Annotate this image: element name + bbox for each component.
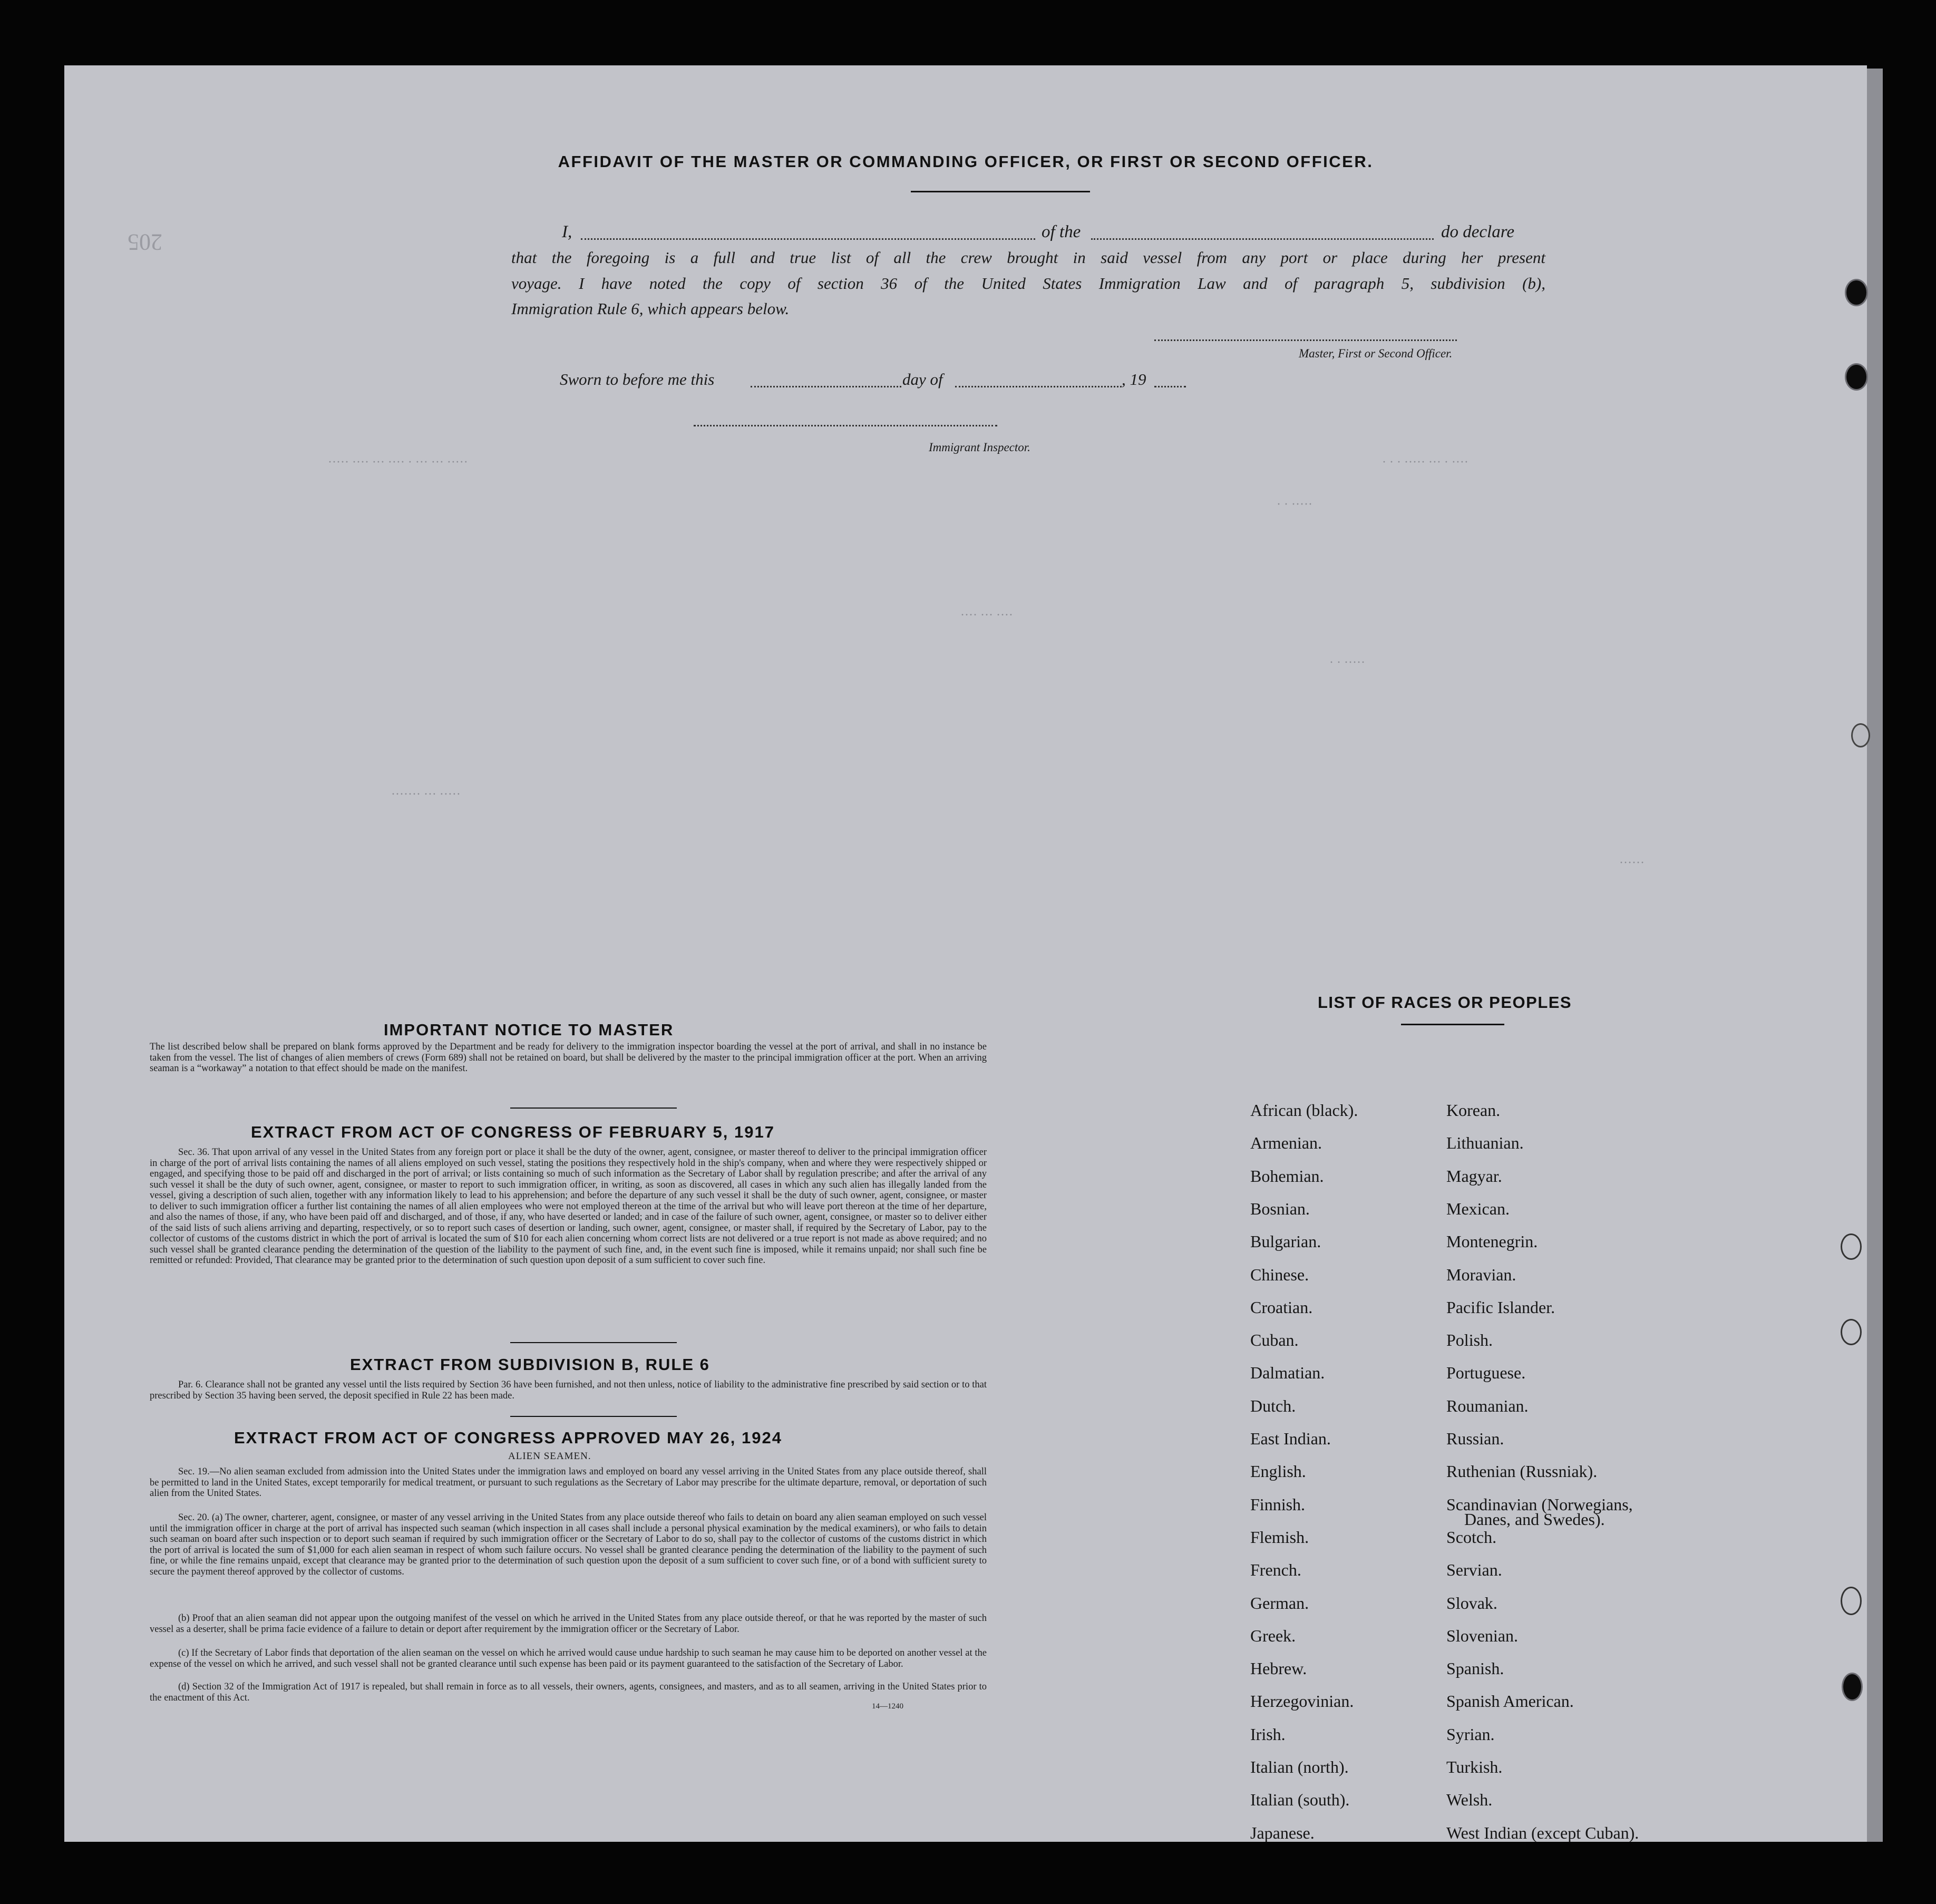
race-item: Slovak. [1446,1593,1497,1612]
race-item: Greek. [1250,1626,1296,1645]
inspector-line [694,425,997,426]
race-item: Scandinavian (Norwegians, [1446,1494,1633,1514]
races-title: LIST OF RACES OR PEOPLES [1318,993,1572,1012]
race-item: Moravian. [1446,1265,1516,1284]
race-item: Russian. [1446,1429,1504,1448]
day-blank [751,386,901,387]
race-item: Mexican. [1446,1199,1510,1218]
extract-1917-text: Sec. 36. That upon arrival of any vessel in the United States from any foreign port or place it shall be the duty of the owner, agent, consignee, or master thereof to deliver to the principal immigration officer in charge of the port of arrival lists containing the names of all aliens employed on such vessel, stating the positions they respectively hold in the ship's company, when and where they were respectively shipped or engaged, and specifying those to be paid off and discharged in the port of arrival; or lists containing so much of such information as the Secretary of Labor shall by regulation prescribe; and after the arrival of any such vessel it shall be the duty of such owner, agent, consignee, or master to report to such immigration officer, in writing, as soon as discovered, all cases in which any such alien has illegally landed from the vessel, giving a description of such alien, together with any information likely to lead to his apprehension; and before the departure of any such vessel it shall be the duty of such owner, agent, consignee, or master to deliver to such immigration officer a further list containing the names of all alien employees who were not employed thereon at the time of the arrival but who will leave port thereon at the time of her departure, and also the names of those, if any, who have been paid off and discharged, and of those, if any, who have deserted or landed; and in case of the failure of such owner, agent, consignee, or master so to deliver either of the said lists of such aliens arriving and departing, respectively, or so to report such cases of desertion or landing, such owner, agent, consignee, or master shall, if required by the Secretary of Labor, pay to the collector of customs of the customs district in which the port of arrival is located the sum of $10 for each alien concerning whom correct lists are not delivered or a true report is not made as above required; and no such vessel shall be granted clearance pending the determination of the question of the liability to the payment of such fine, and, in the event such fine is imposed, while it remains unpaid; nor shall such fine be remitted or refunded: Provided, That clearance may be granted prior to the determination of such question upon deposit of a sum sufficient to cover such fine. [150,1147,987,1266]
race-item: Italian (north). [1250,1757,1349,1776]
race-item: Bohemian. [1250,1166,1324,1186]
race-item: Danes, and Swedes). [1464,1509,1605,1529]
race-item: Bosnian. [1250,1199,1310,1218]
affidavit-title: AFFIDAVIT OF THE MASTER OR COMMANDING OFFICER, OR FIRST OR SECOND OFFICER. [558,152,1374,171]
punch-hole [1851,723,1870,747]
sec20c-text: (c) If the Secretary of Labor finds that deportation of the alien seaman on the vessel on which he arrived would cause undue hardship to such seaman he may cause him to be deported on another vessel at the expense of the vessel on which he arrived, and such vessel shall not be granted clearance until such expense has been paid or its payment guaranteed to the satisfaction of the Secretary of Labor. [150,1648,987,1669]
affidavit-declare: do declare [1441,222,1514,241]
race-item: Irish. [1250,1724,1286,1744]
punch-hole [1846,280,1866,305]
race-item: Italian (south). [1250,1790,1350,1810]
signature-line [1154,339,1457,341]
race-item: Turkish. [1446,1757,1503,1776]
page-edge-shadow [1867,69,1883,1842]
punch-hole [1846,365,1866,389]
race-item: Portuguese. [1446,1363,1526,1383]
race-item: African (black). [1250,1101,1358,1120]
race-item: Cuban. [1250,1330,1299,1350]
race-item: Welsh. [1446,1790,1493,1810]
month-blank [955,386,1122,387]
sec20d-text: (d) Section 32 of the Immigration Act of 1917 is repealed, but shall remain in force as to all vessels, their owners, agents, consignees, and masters, and as to all seamen, arriving in the United States prior to the enactment of this Act. [150,1682,987,1703]
extract-1917-title: EXTRACT FROM ACT OF CONGRESS OF FEBRUARY 5, 1917 [251,1123,775,1141]
race-item: Korean. [1446,1101,1501,1120]
rule6-title: EXTRACT FROM SUBDIVISION B, RULE 6 [350,1355,710,1374]
race-item: Servian. [1446,1560,1502,1580]
race-item: Magyar. [1446,1166,1502,1186]
race-item: Flemish. [1250,1527,1309,1547]
affidavit-i: I, [562,222,572,241]
inspector-label: Immigrant Inspector. [929,441,1030,454]
race-item: Chinese. [1250,1265,1309,1284]
sec19-text: Sec. 19.—No alien seaman excluded from admission into the United States under the immigration laws and employed on board any vessel arriving in the United States from any place outside thereof, shall be permitted to land in the United States, except temporarily for medical treatment, or pursuant to such regulations as the Secretary of Labor may prescribe for the ultimate departure, removal, or deportation of such alien from the United States. [150,1466,987,1499]
notice-rule [510,1108,677,1109]
race-item: Ruthenian (Russniak). [1446,1462,1598,1481]
race-item: East Indian. [1250,1429,1331,1448]
name-blank [581,238,1035,240]
affidavit-line3: voyage. I have noted the copy of section 36 of the United States Immigration Law and of paragraph 5, subdivision (b), [511,274,1545,293]
race-item: Pacific Islander. [1446,1297,1555,1317]
year-label: , 19 [1122,370,1146,388]
races-rule [1401,1024,1504,1025]
race-item: Roumanian. [1446,1396,1529,1415]
race-item: Japanese. [1250,1823,1315,1842]
race-item: German. [1250,1593,1309,1612]
vessel-blank [1091,238,1434,240]
punch-hole [1841,1587,1862,1615]
race-item: Herzegovinian. [1250,1692,1354,1711]
sec20b-text: (b) Proof that an alien seaman did not appear upon the outgoing manifest of the vessel on which he arrived in the United States from any place outside thereof, or that he was reported by the master of such vessel as a deserter, shall be prima facie evidence of a failure to detain or deport after requirement by the immigration officer or the Secretary of Labor. [150,1613,987,1635]
affidavit-line4: Immigration Rule 6, which appears below. [511,299,790,318]
notice-title: IMPORTANT NOTICE TO MASTER [384,1021,674,1039]
punch-hole [1843,1674,1861,1699]
year-blank [1154,386,1186,387]
punch-hole [1841,1233,1862,1260]
affidavit-of-the: of the [1042,222,1081,241]
race-item: French. [1250,1560,1301,1580]
extract-1924-title: EXTRACT FROM ACT OF CONGRESS APPROVED MAY 26, 1924 [234,1429,782,1447]
race-item: Armenian. [1250,1133,1322,1153]
notice-text: The list described below shall be prepared on blank forms approved by the Department and be ready for delivery to the immigration inspector boarding the vessel at the port of arrival, and shall in no instance be taken from the vessel. The list of changes of alien members of crews (Form 689) shall not be retained on board, but shall be delivered by the master to the principal immigration officer at the port. When an arriving seaman is a “workaway” a notation to that effect should be made on the manifest. [150,1042,987,1074]
race-item: Syrian. [1446,1724,1495,1744]
race-item: West Indian (except Cuban). [1446,1823,1639,1842]
race-item: Polish. [1446,1330,1493,1350]
title-rule [911,191,1090,192]
race-item: Dalmatian. [1250,1363,1325,1383]
race-item: Finnish. [1250,1494,1306,1514]
affidavit-line2: that the foregoing is a full and true list of all the crew brought in said vessel from any port or place during her present [511,248,1545,267]
race-item: Spanish American. [1446,1692,1574,1711]
signature-label: Master, First or Second Officer. [1299,347,1453,360]
race-item: Bulgarian. [1250,1232,1321,1251]
document-page: 205 ····· ···· ··· ···· · ··· ··· ····· · · · ····· ··· · ···· · · ····· ···· ··· ···· · · ····· ······· ··· ····· ······ AFFIDAVIT OF THE MASTER OR COMMANDING OFFICER, OR FIRST OR SECOND OFFICER. I, of the do declare that the foregoing is a full and true list of all the crew brought in said vessel from any port or place during her present voyage. I have noted the copy of section 36 of the United States Immigration Law and of paragraph 5, subdivision (b), Immigration Rule 6, which appears below. Master, First or Second Officer. Sworn to before me this day of , 19 Immigrant Inspector. IMPORTANT NOTICE TO MASTER The list described below shall be prepared on blank forms approved by the Department and be ready for delivery to the immigration inspector boarding the vessel at the port of arrival, and shall in no instance be taken from the vessel. The list of changes of alien members of crews (Form 689) shall not be retained on board, but shall be delivered by the master to the principal immigration officer at the port. When an arriving seaman is a “workaway” a notation to that effect should be made on the manifest. EXTRACT FROM ACT OF CONGRESS OF FEBRUARY 5, 1917 Sec. 36. That upon arrival of any vessel in the United States from any foreign port or place it shall be the duty of the owner, agent, consignee, or master thereof to deliver to the principal immigration officer in charge of the port of arrival lists containing the names of all aliens employed on such vessel, stating the positions they respectively hold in the ship's company, when and where they were respectively shipped or engaged, and specifying those to be paid off and discharged in the port of arrival; or lists containing so much of such information as the Secretary of Labor shall by regulation prescribe; and after the arrival of any such vessel it shall be the duty of such owner, agent, consignee, or master to report to such immigration officer, in writing, as soon as discovered, all cases in which any such alien has illegally landed from the vessel, giving a description of such alien, together with any information likely to lead to his apprehension; and before the departure of any such vessel it shall be the duty of such owner, agent, consignee, or master to deliver to such immigration officer a further list containing the names of all alien employees who were not employed thereon at the time of the arrival but who will leave port thereon at the time of her departure, and also the names of those, if any, who have been paid off and discharged, and of those, if any, who have deserted or landed; and in case of the failure of such owner, agent, consignee, or master so to deliver either of the said lists of such aliens arriving and departing, respectively, or so to report such cases of desertion or landing, such owner, agent, consignee, or master shall, if required by the Secretary of Labor, pay to the collector of customs of the customs district in which the port of arrival is located the sum of $10 for each alien concerning whom correct lists are not delivered or a true report is not made as above required; and no such vessel shall be granted clearance pending the determination of the question of the liability to the payment of such fine, and, in the event such fine is imposed, while it remains unpaid; nor shall such fine be remitted or refunded: Provided, That clearance may be granted prior to the determination of such question upon deposit of a sum sufficient to cover such fine. EXTRACT FROM SUBDIVISION B, RULE 6 Par. 6. Clearance shall not be granted any vessel until the lists required by Section 36 have been furnished, and not then unless, notice of liability to the administrative fine prescribed by said section or to that prescribed by Section 35 having been served, the deposit specified in Rule 22 has been made. EXTRACT FROM ACT OF CONGRESS APPROVED MAY 26, 1924 ALIEN SEAMEN. Sec. 19.—No alien seaman excluded from admission into the United States under the immigration laws and employed on board any vessel arriving in the United States from any place outside thereof, shall be permitted to land in the United States, except temporarily for medical treatment, or pursuant to such regulations as the Secretary of Labor may prescribe for the ultimate departure, removal, or deportation of such alien from the United States. Sec. 20. (a) The owner, charterer, agent, consignee, or master of any vessel arriving in the United States from any place outside thereof who fails to detain on board any alien seaman employed on such vessel until the immigration officer in charge at the port of arrival has inspected such seaman (which inspection in all cases shall include a personal physical examination by the medical examiners), or who fails to detain such seaman on board after such inspection or to deport such seaman if required by such immigration officer or the Secretary of Labor to do so, shall pay to the collector of customs of the customs district in which the port of arrival is located the sum of $1,000 for each alien seaman in respect of whom such failure occurs. No vessel shall be granted clearance pending the determination of the liability to the payment of such fine, or while the fine remains unpaid, except that clearance may be granted prior to the determination of such question upon the deposit of a sum sufficient to cover such fine, or of a bond with sufficient surety to secure the payment thereof approved by the collector of customs. (b) Proof that an alien seaman did not appear upon the outgoing manifest of the vessel on which he arrived in the United States from any place outside thereof, or that he was reported by the master of such vessel as a deserter, shall be prima facie evidence of a failure to detain or deport after requirement by the immigration officer or the Secretary of Labor. (c) If the Secretary of Labor finds that deportation of the alien seaman on the vessel on which he arrived would cause undue hardship to such seaman he may cause him to be deported on another vessel at the expense of the vessel on which he arrived, and such vessel shall not be granted clearance until such expense has been paid or its payment guaranteed to the satisfaction of the Secretary of Labor. (d) Section 32 of the Immigration Act of 1917 is repealed, but shall remain in force as to all vessels, their owners, agents, consignees, and masters, and as to all seamen, arriving in the United States prior to the enactment of this Act. 14—1240 LIST OF RACES OR PEOPLES African (black). Armenian. Bohemian. Bosnian. Bulgarian. Chinese. Croatian. Cuban. Dalmatian. Dutch. East Indian. English. Finnish. Flemish. French. German. Greek. Hebrew. Herzegovinian. Irish. Italian (north). Italian (south). Japanese. Korean. Lithuanian. Magyar. Mexican. Montenegrin. Moravian. Pacific Islander. Polish. Portuguese. Roumanian. Russian. Ruthenian (Russniak). Scandinavian (Norwegians, Danes, and Swedes). Scotch. Servian. Slovak. Slovenian. Spanish. Spanish American. Syrian. Turkish. Welsh. West Indian (except Cuban). [64,65,1867,1842]
race-item: English. [1250,1462,1306,1481]
race-item: Dutch. [1250,1396,1296,1415]
sworn-label: Sworn to before me this [560,370,715,388]
race-item: Lithuanian. [1446,1133,1524,1153]
margin-number: 205 [128,229,162,255]
sec20a-text: Sec. 20. (a) The owner, charterer, agent, consignee, or master of any vessel arriving in the United States from any place outside thereof who fails to detain on board any alien seaman employed on such vessel until the immigration officer in charge at the port of arrival has inspected such seaman (which inspection in all cases shall include a personal physical examination by the medical examiners), or who fails to detain such seaman on board after such inspection or to deport such seaman if required by such immigration officer or the Secretary of Labor to do so, shall pay to the collector of customs of the customs district in which the port of arrival is located the sum of $1,000 for each alien seaman in respect of whom such failure occurs. No vessel shall be granted clearance pending the determination of the liability to the payment of such fine, or while the fine remains unpaid, except that clearance may be granted prior to the determination of such question upon the deposit of a sum sufficient to cover such fine, or of a bond with sufficient surety to secure the payment thereof approved by the collector of customs. [150,1512,987,1577]
alien-seamen-heading: ALIEN SEAMEN. [508,1451,591,1462]
rule6-text: Par. 6. Clearance shall not be granted any vessel until the lists required by Section 36 have been furnished, and not then unless, notice of liability to the administrative fine prescribed by said section or to that prescribed by Section 35 having been served, the deposit specified in Rule 22 has been made. [150,1380,987,1401]
race-item: Montenegrin. [1446,1232,1538,1251]
race-item: Scotch. [1446,1527,1497,1547]
day-of-label: day of [902,370,943,388]
rule6-rule [510,1416,677,1417]
punch-hole [1841,1319,1862,1345]
race-item: Croatian. [1250,1297,1313,1317]
extract-1917-rule [510,1342,677,1343]
form-number: 14—1240 [872,1702,903,1711]
race-item: Slovenian. [1446,1626,1518,1645]
race-item: Hebrew. [1250,1659,1307,1678]
race-item: Spanish. [1446,1659,1504,1678]
